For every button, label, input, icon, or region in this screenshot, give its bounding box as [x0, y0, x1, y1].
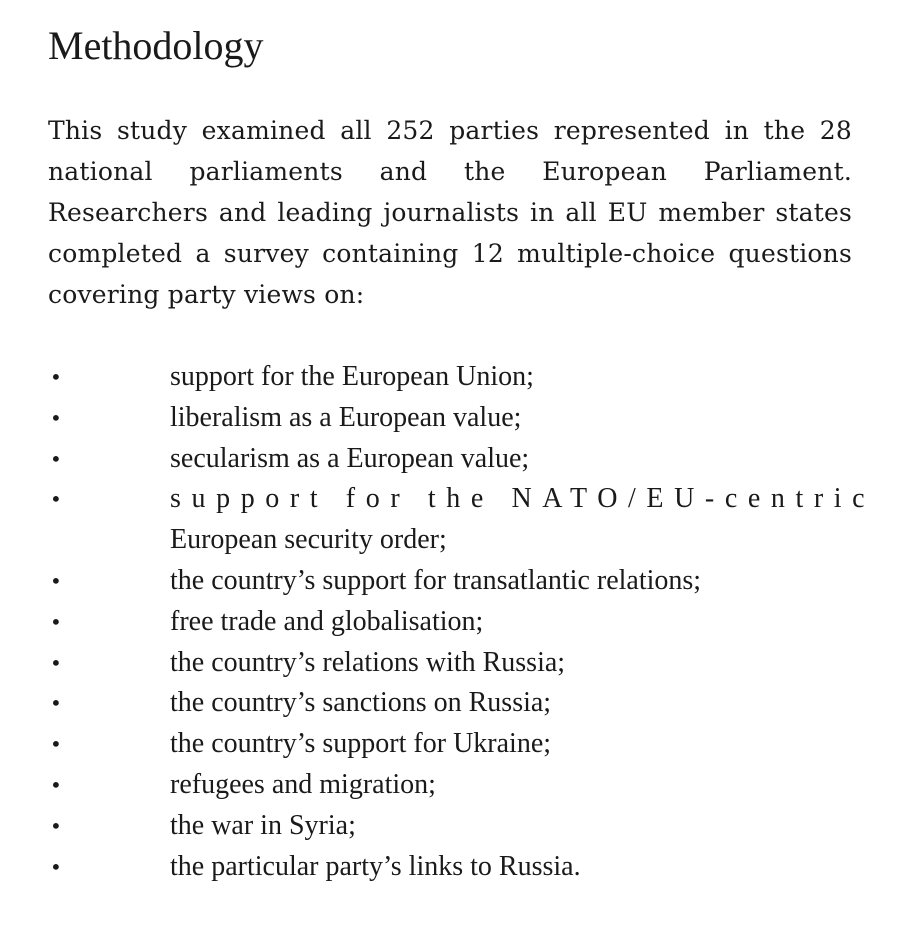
list-item — [48, 479, 876, 561]
list-item — [48, 724, 852, 765]
list-item — [48, 398, 852, 439]
bullet-icon: • — [50, 772, 62, 797]
list-item — [48, 683, 852, 724]
list-item — [48, 806, 852, 847]
list-item-text: free trade and globalisation; — [170, 605, 484, 637]
list-item — [48, 602, 852, 643]
bullet-icon: • — [50, 609, 62, 634]
bullet-icon: • — [50, 365, 62, 389]
bullet-icon: • — [50, 446, 62, 471]
bullet-icon: • — [50, 813, 62, 838]
intro-paragraph: This study examined all 252 parties represented in the 28 national parliaments and the European Parliament. Researchers and leading journalists in all EU member states completed a survey containing 12 multiple-choice questions covering party views on: — [48, 116, 852, 309]
list-item-text: the country’s support for Ukraine; — [170, 728, 552, 760]
bullet-icon: • — [50, 405, 62, 430]
bullet-icon: • — [50, 732, 62, 757]
bullet-icon: • — [50, 854, 62, 879]
list-item — [48, 643, 852, 684]
bullet-icon: • — [50, 650, 62, 675]
list-item — [48, 357, 852, 398]
list-item-text: refugees and migration; — [170, 768, 436, 800]
list-item-text: the country’s sanctions on Russia; — [170, 687, 552, 719]
list-item-text: support for the European Union; — [170, 361, 534, 392]
survey-topics-list — [48, 357, 876, 887]
list-item-text: support for the NATO/EU-centric European security order; — [170, 483, 876, 556]
list-item-text: the particular party’s links to Russia. — [170, 850, 581, 882]
list-item — [48, 561, 852, 602]
list-item-text: liberalism as a European value; — [170, 401, 522, 433]
list-item-text: the country’s support for transatlantic relations; — [170, 564, 702, 596]
bullet-icon: • — [50, 487, 62, 512]
list-item — [48, 439, 852, 480]
bullet-icon: • — [50, 691, 62, 716]
list-item-text: secularism as a European value; — [170, 442, 530, 474]
list-item-text: the war in Syria; — [170, 809, 356, 841]
list-item — [48, 847, 852, 888]
list-item-text: the country’s relations with Russia; — [170, 646, 566, 678]
bullet-icon: • — [50, 568, 62, 593]
section-heading: Methodology — [48, 23, 264, 68]
list-item — [48, 765, 852, 806]
